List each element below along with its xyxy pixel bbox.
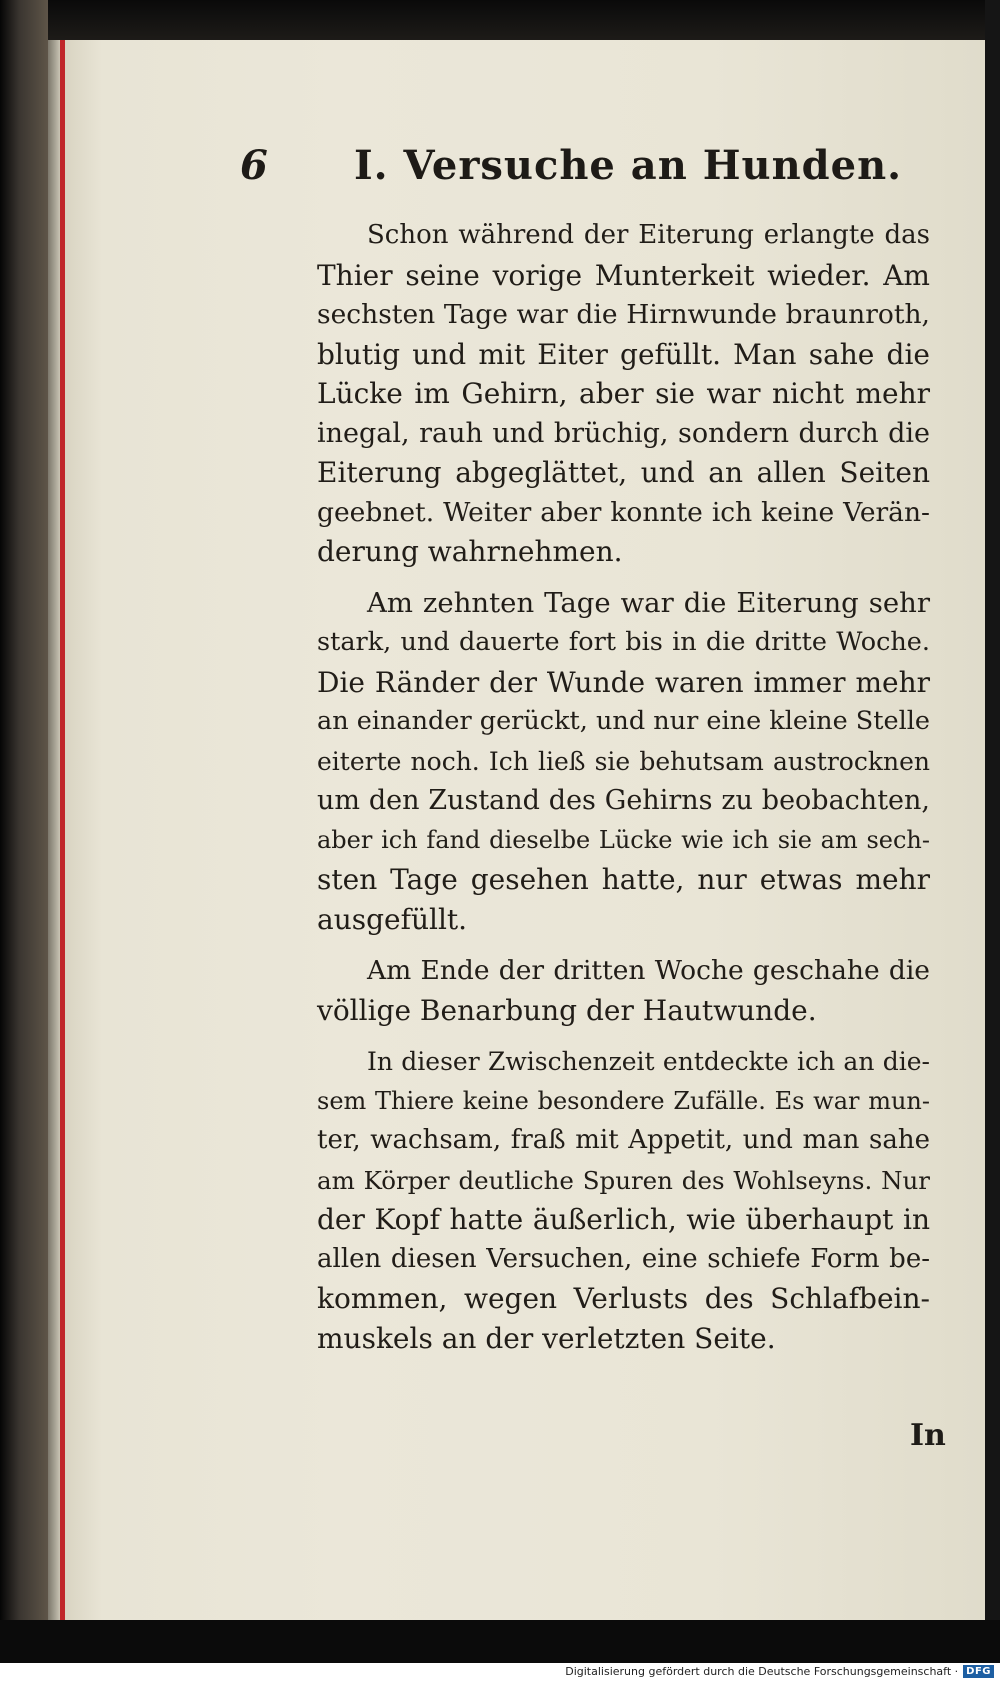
running-head: [240, 142, 940, 189]
text-line: inegal, rauh und brüchig, sondern durch die: [317, 417, 930, 449]
book-cover-right: [985, 0, 1000, 1663]
text-line: Thier seine vorige Munterkeit wieder. Am: [317, 258, 930, 292]
text-line: stark, und dauerte fort bis in die dritte Woche.: [317, 627, 930, 657]
text-line: blutig und mit Eiter gefüllt. Man sahe die: [317, 337, 930, 371]
page-stack-edge: [48, 40, 60, 1620]
text-line: sechsten Tage war die Hirnwunde braunroth,: [317, 299, 930, 330]
text-line: kommen, wegen Verlusts des Schlafbein-: [317, 1282, 930, 1315]
text-line: allen diesen Versuchen, eine schiefe Form be-: [317, 1243, 930, 1274]
paragraph: [262, 1042, 930, 1358]
book-cover-left: [0, 0, 48, 1663]
paragraph: [262, 584, 930, 940]
footer-text: Digitalisierung gefördert durch die Deutsche Forschungsgemeinschaft ·: [565, 1664, 959, 1678]
text-line: am Körper deutliche Spuren des Wohlseyns. Nur: [317, 1165, 930, 1195]
text-line: ausgefüllt.: [317, 902, 468, 936]
text-line: Eiterung abgeglättet, und an allen Seiten: [317, 456, 930, 489]
text-line: der Kopf hatte äußerlich, wie überhaupt in: [317, 1203, 930, 1236]
book-cover-bottom: [0, 1620, 1000, 1663]
text-line: sem Thiere keine besondere Zufälle. Es war mun-: [317, 1086, 930, 1115]
text-line: Am Ende der dritten Woche geschahe die: [367, 955, 930, 986]
text-line: Die Ränder der Wunde waren immer mehr: [317, 665, 930, 699]
text-line: Am zehnten Tage war die Eiterung sehr: [367, 586, 930, 619]
text-line: In dieser Zwischenzeit entdeckte ich an die-: [367, 1047, 930, 1076]
paragraph: [262, 951, 930, 1030]
text-line: um den Zustand des Gehirns zu beobachten,: [317, 785, 930, 816]
text-line: ter, wachsam, fraß mit Appetit, und man sahe: [317, 1125, 930, 1155]
text-line: aber ich fand dieselbe Lücke wie ich sie am sech-: [317, 825, 930, 854]
catchword: In: [910, 1418, 946, 1453]
text-line: muskels an der verletzten Seite.: [317, 1321, 776, 1355]
text-line: geebnet. Weiter aber konnte ich keine Verän-: [317, 496, 930, 528]
paragraph: [262, 216, 930, 572]
text-line: sten Tage gesehen hatte, nur etwas mehr: [317, 863, 930, 896]
text-line: Lücke im Gehirn, aber sie war nicht mehr: [317, 377, 930, 410]
book-cover-top: [0, 0, 1000, 40]
page-title: I. Versuche an Hunden.: [353, 142, 903, 189]
text-line: völlige Benarbung der Hautwunde.: [317, 993, 817, 1027]
digitization-footer: [565, 1662, 994, 1680]
text-line: eiterte noch. Ich ließ sie behutsam austrocknen: [317, 746, 930, 776]
dfg-logo: DFG: [963, 1665, 994, 1678]
text-line: derung wahrnehmen.: [317, 535, 623, 568]
text-line: an einander gerückt, und nur eine kleine Stelle: [317, 706, 930, 736]
page-number: 6: [240, 142, 268, 189]
body-text: [262, 216, 930, 1370]
text-line: Schon während der Eiterung erlangte das: [367, 220, 930, 250]
